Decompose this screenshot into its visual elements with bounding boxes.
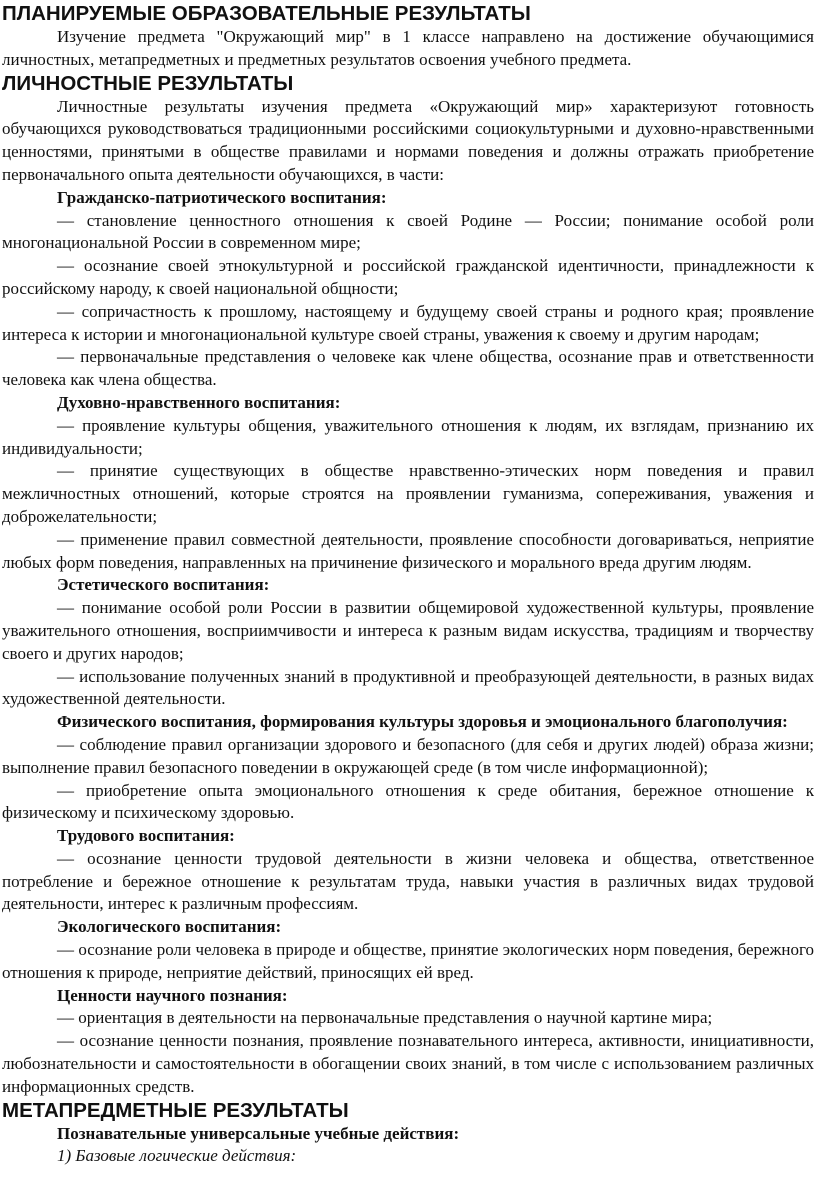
list-item: — осознание ценности трудовой деятельности в жизни человека и общества, ответственное потребление и бережное отношение к результатам труда, навыки участия в различных видах трудовой деятельности, интерес к различным профессиям. [2, 848, 814, 914]
heading-meta-results: МЕТАПРЕДМЕТНЫЕ РЕЗУЛЬТАТЫ [2, 1098, 349, 1122]
heading-personal-results: ЛИЧНОСТНЫЕ РЕЗУЛЬТАТЫ [2, 71, 294, 95]
subheading-cognitive-actions: Познавательные универсальные учебные действия: [57, 1123, 460, 1143]
subheading-science: Ценности научного познания: [57, 985, 288, 1005]
list-item: — осознание своей этнокультурной и российской гражданской идентичности, принадлежности к российскому народу, к своей национальной общности; [2, 256, 814, 298]
heading-planned-results: ПЛАНИРУЕМЫЕ ОБРАЗОВАТЕЛЬНЫЕ РЕЗУЛЬТАТЫ [2, 2, 531, 25]
basic-logical-actions: 1) Базовые логические действия: [57, 1146, 297, 1166]
list-item: — сопричастность к прошлому, настоящему и будущему своей страны и родного края; проявление интереса к истории и многонациональной культуре своей страны, уважения к своему и другим народам; [2, 301, 814, 344]
subheading-physical: Физического воспитания, формирования культуры здоровья и эмоционального благополучия: [57, 712, 788, 732]
list-item: — применение правил совместной деятельности, проявление способности договариваться, неприятие любых форм поведения, направленных на причинение физического и морального вреда другим людям. [2, 529, 814, 572]
list-item: — использование полученных знаний в продуктивной и преобразующей деятельности, в разных видах художественной деятельности. [2, 666, 814, 709]
list-item: — становление ценностного отношения к своей Родине — России; понимание особой роли многонациональной России в современном мире; [2, 210, 814, 253]
intro-paragraph: Изучение предмета "Окружающий мир" в 1 классе направлено на достижение обучающимися личностных, метапредметных и предметных результатов освоения учебного предмета. [2, 27, 814, 69]
subheading-aesthetic: Эстетического воспитания: [57, 575, 270, 595]
list-item: — принятие существующих в обществе нравственно-этических норм поведения и правил межличностных отношений, которые строятся на проявлении гуманизма, сопереживания, уважения и доброжелательности; [2, 461, 814, 526]
list-item: — первоначальные представления о человеке как члене общества, осознание прав и ответственности человека как члена общества. [2, 347, 814, 390]
list-item: — приобретение опыта эмоционального отношения к среде обитания, бережное отношение к физическому и психическому здоровью. [2, 780, 814, 823]
list-item: — осознание роли человека в природе и обществе, принятие экологических норм поведения, бережного отношения к природе, неприятие действий, приносящих ей вред. [2, 940, 814, 982]
personal-results-paragraph: Личностные результаты изучения предмета «Окружающий мир» характеризуют готовность обучающихся руководствоваться традиционными российскими социокультурными и духовно-нравственными ценностями, принятыми в обществе правилами и нормами поведения и должны отражать приобретение первоначального опыта деятельности обучающихся, в части: [2, 96, 814, 184]
list-item: — осознание ценности познания, проявление познавательного интереса, активности, инициативности, любознательности и самостоятельности в обогащении своих знаний, в том числе с использованием различных информационных средств. [2, 1031, 814, 1096]
subheading-moral: Духовно-нравственного воспитания: [57, 392, 341, 412]
list-item: — ориентация в деятельности на первоначальные представления о научной картине мира; [57, 1008, 713, 1028]
subheading-ecology: Экологического воспитания: [57, 917, 282, 937]
subheading-labor: Трудового воспитания: [57, 826, 235, 846]
list-item: — проявление культуры общения, уважительного отношения к людям, их взглядам, признанию их индивидуальности; [2, 415, 814, 458]
list-item: — понимание особой роли России в развитии общемировой художественной культуры, проявление уважительного отношения, восприимчивости и интереса к разным видам искусства, традициям и творчеству своего и других народов; [2, 598, 814, 663]
list-item: — соблюдение правил организации здорового и безопасного (для себя и других людей) образа жизни; выполнение правил безопасного поведении в окружающей среде (в том числе информационной); [2, 734, 814, 777]
subheading-civic: Гражданско-патриотического воспитания: [57, 187, 387, 207]
